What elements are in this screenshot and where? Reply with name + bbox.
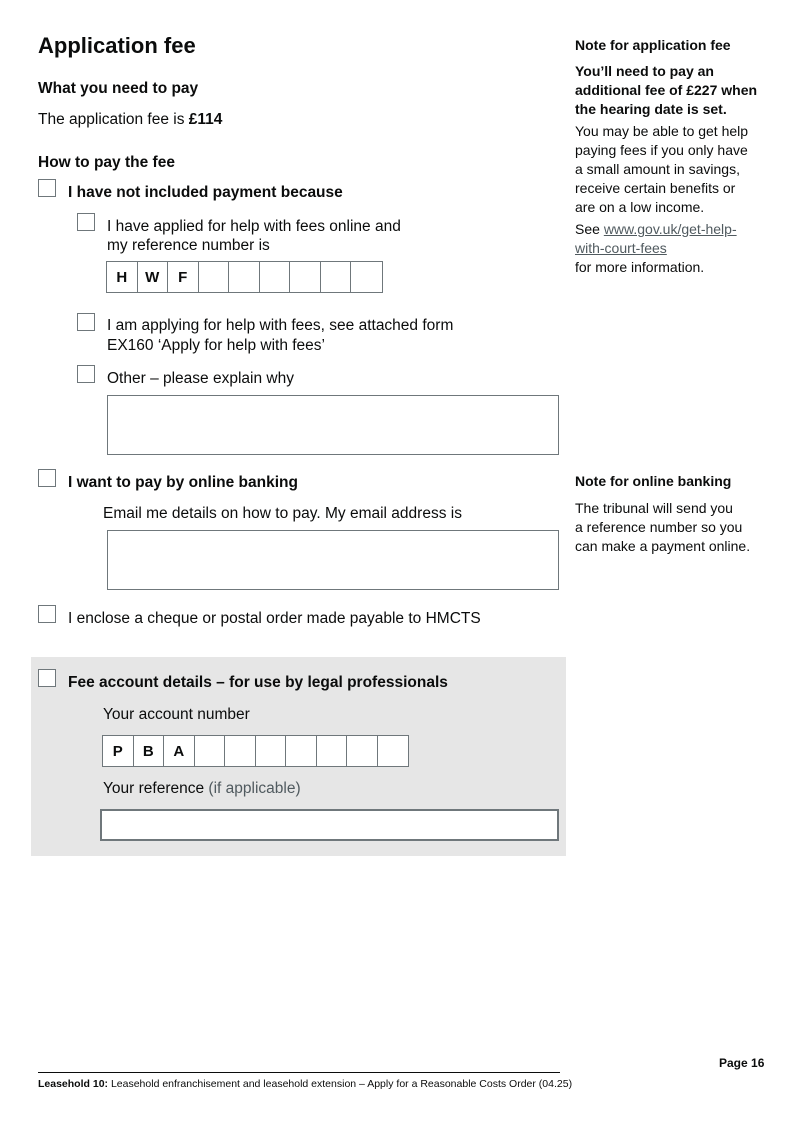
see-prefix: See: [575, 221, 604, 237]
reference-label-row: [103, 780, 301, 798]
fee-statement: [38, 111, 222, 129]
other-explanation-field[interactable]: [107, 395, 559, 455]
form-description: Leasehold enfranchisement and leasehold extension – Apply for a Reasonable Costs Order (04.25): [108, 1078, 573, 1090]
pba-digit-box[interactable]: [195, 736, 226, 766]
pba-digit-box[interactable]: [256, 736, 287, 766]
pba-digit-box[interactable]: [378, 736, 409, 766]
fee-note-bold-2: additional fee of £227 when: [575, 82, 758, 98]
pba-letter-p: P: [103, 736, 134, 766]
cheque-label: I enclose a cheque or postal order made payable to HMCTS: [68, 610, 481, 627]
fee-note-line-5: are on a low income.: [575, 199, 705, 215]
reference-label: Your reference: [103, 780, 205, 797]
pba-letter-b: B: [134, 736, 165, 766]
hwf-digit-box[interactable]: [199, 262, 230, 292]
fee-amount: £114: [188, 111, 223, 128]
page-title: Application fee: [38, 33, 196, 58]
pba-digit-box[interactable]: [317, 736, 348, 766]
online-banking-label: I want to pay by online banking: [68, 474, 298, 491]
what-heading: What you need to pay: [38, 80, 199, 97]
hwf-digit-box[interactable]: [260, 262, 291, 292]
online-note: [575, 499, 775, 556]
hwf-digit-box[interactable]: [351, 262, 382, 292]
fee-note-line-1: You may be able to get help: [575, 123, 749, 139]
applied-online-checkbox[interactable]: [77, 213, 95, 231]
online-note-line-1: The tribunal will send you: [575, 500, 733, 516]
see-link-row: [575, 220, 775, 239]
email-label: Email me details on how to pay. My email address is: [103, 505, 462, 522]
help-fees-link[interactable]: www.gov.uk/get-help-: [603, 221, 737, 237]
not-included-label: I have not included payment because: [68, 184, 343, 201]
pba-account-field[interactable]: [102, 735, 409, 767]
pba-letter-a: A: [164, 736, 195, 766]
reference-hint: (if applicable): [208, 780, 301, 797]
fee-prefix: The application fee is: [38, 111, 189, 128]
other-label: Other – please explain why: [107, 370, 294, 387]
footer-divider: [38, 1072, 560, 1073]
applied-line2: my reference number is: [107, 237, 270, 254]
pba-digit-box[interactable]: [225, 736, 256, 766]
hwf-digit-box[interactable]: [290, 262, 321, 292]
fee-note-bold-1: You’ll need to pay an: [575, 63, 714, 79]
other-checkbox[interactable]: [77, 365, 95, 383]
fee-note-heading: Note for application fee: [575, 37, 731, 53]
your-reference-field[interactable]: [100, 809, 559, 841]
online-note-heading: Note for online banking: [575, 473, 732, 489]
fee-note: [575, 62, 775, 277]
pba-digit-box[interactable]: [347, 736, 378, 766]
online-note-line-2: a reference number so you: [575, 519, 743, 535]
cheque-checkbox[interactable]: [38, 605, 56, 623]
pba-digit-box[interactable]: [286, 736, 317, 766]
fee-note-line-3: a small amount in savings,: [575, 161, 740, 177]
footer-text: [38, 1078, 572, 1090]
hwf-digit-box[interactable]: [229, 262, 260, 292]
fee-note-bold-3: the hearing date is set.: [575, 101, 727, 117]
fee-account-label: Fee account details – for use by legal professionals: [68, 674, 448, 691]
fee-note-line-4: receive certain benefits or: [575, 180, 736, 196]
how-heading: How to pay the fee: [38, 154, 175, 171]
applying-hwf-checkbox[interactable]: [77, 313, 95, 331]
online-note-line-3: can make a payment online.: [575, 538, 751, 554]
not-included-checkbox[interactable]: [38, 179, 56, 197]
more-info-text: for more information.: [575, 259, 705, 275]
email-address-field[interactable]: [107, 530, 559, 590]
account-number-label: Your account number: [103, 706, 250, 723]
fee-note-line-2: paying fees if you only have: [575, 142, 748, 158]
applying-line2: EX160 ‘Apply for help with fees’: [107, 337, 325, 354]
hwf-letter-w: W: [138, 262, 169, 292]
hwf-letter-h: H: [107, 262, 138, 292]
form-name: Leasehold 10:: [38, 1078, 109, 1090]
hwf-digit-box[interactable]: [321, 262, 352, 292]
fee-account-checkbox[interactable]: [38, 669, 56, 687]
page-number: Page 16: [719, 1056, 765, 1070]
hwf-reference-field[interactable]: [106, 261, 383, 293]
applied-line1: I have applied for help with fees online and: [107, 218, 401, 235]
online-banking-checkbox[interactable]: [38, 469, 56, 487]
applying-line1: I am applying for help with fees, see attached form: [107, 317, 454, 334]
hwf-letter-f: F: [168, 262, 199, 292]
help-fees-link-cont[interactable]: with-court-fees: [575, 240, 667, 256]
